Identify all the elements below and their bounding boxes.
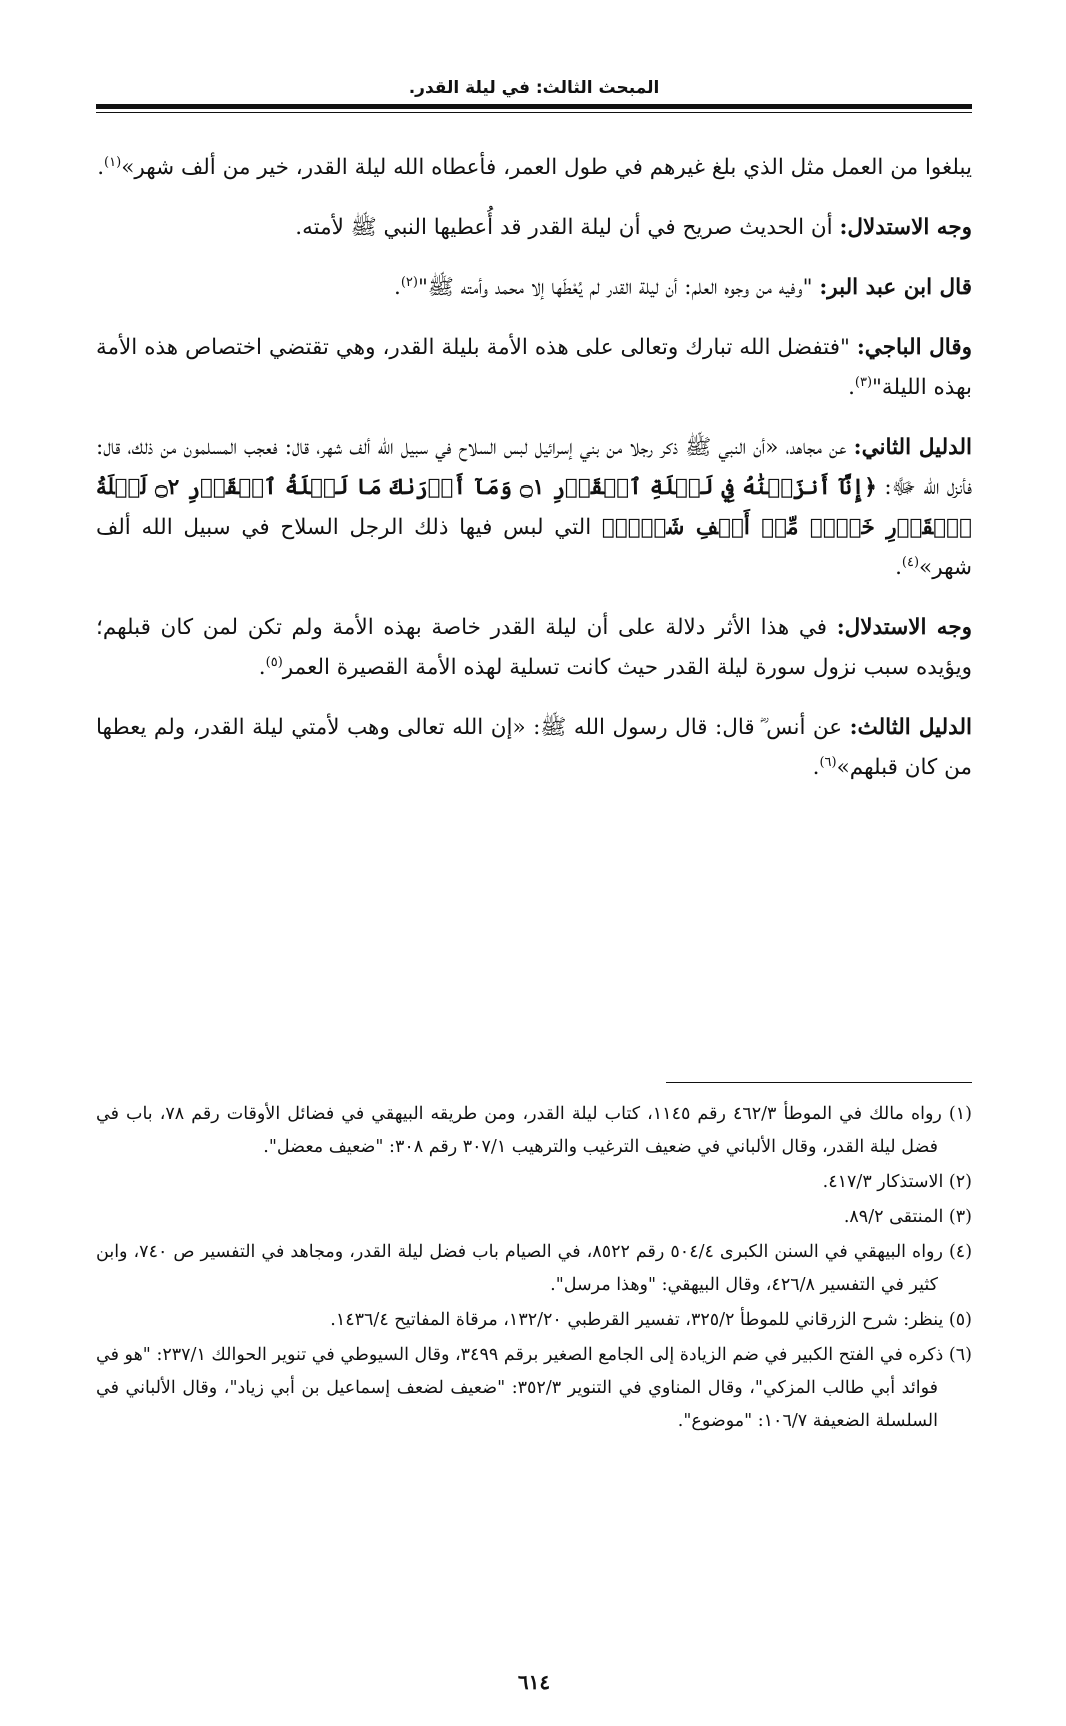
paragraph-lead: وجه الاستدلال: [839, 215, 972, 240]
footnote-ref: (٣) [854, 374, 873, 390]
paragraph-text: في هذا الأثر دلالة على أن ليلة القدر خاصة بهذه الأمة ولم تكن لمن كان قبلهم؛ ويؤيده سبب نزول سورة ليلة القدر حيث كانت تسلية لهذه الأمة القصيرة العمر [96, 615, 972, 680]
paragraph-tail: . [393, 275, 401, 300]
paragraph-tail: . [258, 655, 266, 680]
footnotes [96, 1098, 972, 1440]
footnote-separator [666, 1082, 972, 1083]
running-header: المبحث الثالث: في ليلة القدر. [408, 78, 660, 98]
footnote-4: (٤) رواه البيهقي في السنن الكبرى ٥٠٤/٤ رقم ٨٥٢٢، في الصيام باب فضل ليلة القدر، ومجاهد في التفسير ص ٧٤٠، وابن كثير في التفسير ٤٢٦/٨، وقال البيهقي: "وهذا مرسل". [96, 1242, 973, 1295]
paragraph-evidence-point [96, 208, 972, 248]
paragraph-tail: . [812, 755, 820, 780]
paragraph-text: عن أنس ؓ قال: قال رسول الله ﷺ: «إن الله تعالى وهب لأمتي ليلة القدر، ولم يعطها من كان قبلهم» [96, 715, 972, 780]
paragraph-lead: وجه الاستدلال: [836, 615, 972, 640]
paragraph-text-continued: التي لبس فيها ذلك الرجل السلاح في سبيل الله ألف شهر» [96, 515, 972, 580]
paragraph-text: "فتفضل الله تبارك وتعالى على هذه الأمة بليلة القدر، وهي تقتضي اختصاص هذه الأمة بهذه الليلة" [96, 335, 972, 400]
quran-verse: ﴿إِنَّآ أَنزَلۡنَٰهُ فِي لَيۡلَةِ ٱلۡقَدۡرِ ۝١ وَمَآ أَدۡرَىٰكَ مَا لَيۡلَةُ ٱلۡقَدۡرِ ۝٢ لَيۡلَةُ ٱلۡقَدۡرِ خَيۡرٞ مِّنۡ أَلۡفِ شَهۡرٖ﴾ [96, 475, 972, 540]
paragraph-lead: وقال الباجي: [856, 335, 973, 360]
footnote-1: (١) رواه مالك في الموطأ ٤٦٢/٣ رقم ١١٤٥، كتاب ليلة القدر، ومن طريقه البيهقي في فضائل الأوقات رقم ٧٨، باب في فضل ليلة القدر، وقال الألباني في ضعيف الترغيب والترهيب ٣٠٧/١ رقم ٣٠٨: "ضعيف معضل". [96, 1104, 972, 1157]
paragraph-second-evidence [96, 428, 972, 588]
paragraph-tail: . [895, 555, 902, 580]
footnote-ref: (٤) [901, 554, 920, 570]
footnote-ref: (٦) [819, 754, 837, 770]
paragraph-text: أن الحديث صريح في أن ليلة القدر قد أُعطيها النبي ﷺ لأمته. [295, 215, 840, 240]
paragraph-continuation [96, 148, 972, 188]
footnote-2: (٢) الاستذكار ٤١٧/٣. [822, 1172, 972, 1192]
paragraph-evidence-point-2 [96, 608, 972, 688]
paragraph-text: "وفيه من وجوه العلم: أن ليلة القدر لم يُعْطَها إلا محمد وأمته ﷺ" [417, 275, 820, 300]
paragraph-lead: الدليل الثاني: [853, 435, 972, 460]
footnote-3: (٣) المنتقى ٨٩/٢. [843, 1207, 972, 1227]
footnote-ref: (٥) [265, 654, 283, 670]
paragraph-al-baji [96, 328, 972, 408]
paragraph-lead: الدليل الثالث: [849, 715, 972, 740]
body-text [96, 154, 973, 808]
footnote-ref: (٢) [400, 274, 418, 290]
footnote-5: (٥) ينظر: شرح الزرقاني للموطأ ٣٢٥/٢، تفسير القرطبي ١٣٢/٢٠، مرقاة المفاتيح ١٤٣٦/٤. [330, 1310, 972, 1330]
paragraph-tail: . [97, 155, 105, 180]
footnote-6: (٦) ذكره في الفتح الكبير في ضم الزيادة إلى الجامع الصغير برقم ٣٤٩٩، وقال السيوطي في تنوير الحوالك ٢٣٧/١: "هو في فوائد أبي طالب المزكي"، وقال المناوي في التنوير ٣٥٢/٣: "ضعيف لضعف إسماعيل بن أبي زياد"، وقال الألباني في السلسلة الضعيفة ١٠٦/٧: "موضوع". [96, 1345, 972, 1431]
paragraph-ibn-abd-al-barr [96, 268, 972, 308]
page-number: ٦١٤ [517, 1670, 551, 1694]
paragraph-tail: . [848, 375, 855, 400]
paragraph-text: يبلغوا من العمل مثل الذي بلغ غيرهم في طول العمر، فأعطاه الله ليلة القدر، خير من ألف شهر» [121, 155, 972, 180]
paragraph-third-evidence [96, 708, 972, 788]
footnote-ref: (١) [104, 154, 122, 170]
paragraph-lead: قال ابن عبد البر: [819, 275, 972, 300]
header-rule-thin [96, 112, 972, 113]
header-rule [96, 104, 972, 109]
paragraph-text: عن مجاهد، «أن النبي ﷺ ذكر رجلا من بني إسرائيل لبس السلاح في سبيل الله ألف شهر، قال: فعجب المسلمون من ذلك، قال: فأنزل الله ﷻ: [96, 435, 973, 500]
